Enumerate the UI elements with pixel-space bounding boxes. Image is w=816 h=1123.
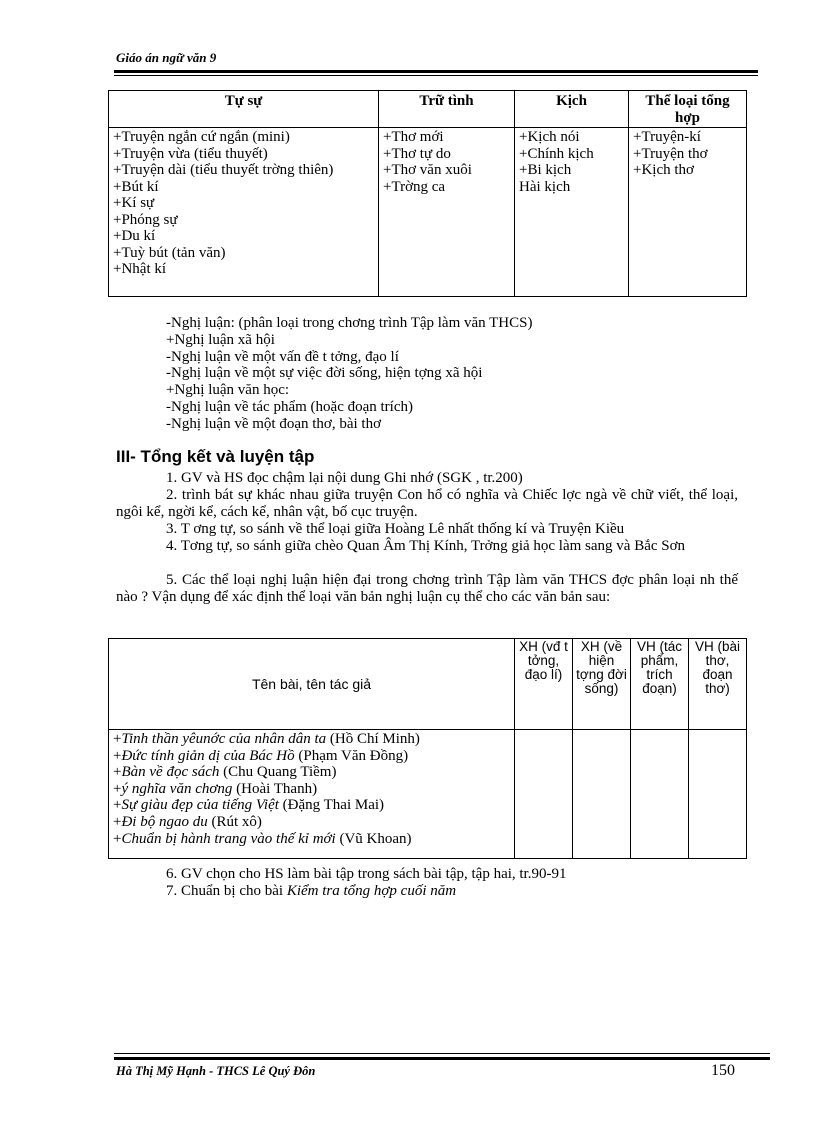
footer-author: Hà Thị Mỹ Hạnh - THCS Lê Quý Đôn <box>116 1064 316 1078</box>
argument-list <box>166 315 532 433</box>
list-item: +Truyện ngắn cứ ngắn (mini) <box>113 129 290 145</box>
section-item-3: 3. T ơng tự, so sánh về thể loại giữa Hoàng Lê nhất thống kí và Truyện Kiều <box>166 521 625 537</box>
list-item: +Truyện dài (tiểu thuyết trờng thiên) <box>113 162 334 178</box>
header-rule-thin <box>114 75 758 76</box>
essay-header-title: Tên bài, tên tác giả <box>109 639 515 730</box>
list-item: +Truyện-kí <box>633 129 701 145</box>
list-item: +Đi bộ ngao du (Rút xô) <box>113 813 262 830</box>
genre-header-lyric: Trữ tình <box>379 91 515 128</box>
footer-rule-thick <box>114 1057 770 1060</box>
closing-item-7: 7. Chuẩn bị cho bài Kiểm tra tổng hợp cuối năm <box>166 883 457 899</box>
list-item: +Nhật kí <box>113 261 167 277</box>
list-item: +Kí sự <box>113 195 155 211</box>
list-item: +Nghị luận văn học: <box>166 382 290 399</box>
essay-header-literary-poem: VH (bài thơ, đoạn thơ) <box>689 639 747 730</box>
genre-table-row <box>109 128 747 297</box>
list-item: +Tuỳ bút (tản văn) <box>113 244 226 261</box>
essay-table-header <box>109 639 747 730</box>
genre-table-header <box>109 91 747 128</box>
essay-cell-empty <box>573 730 631 859</box>
list-item: +Phóng sự <box>113 211 178 228</box>
genre-header-drama: Kịch <box>515 91 629 128</box>
genre-cell-drama <box>515 128 629 297</box>
section-item-5: 5. Các thể loại nghị luận hiện đại trong chơng trình Tập làm văn THCS đợc phân loại nh thế nào ? Vận dụng để xác định thể loại văn bản nghị luận cụ thể cho các văn bản sau: <box>116 572 738 605</box>
closing-item-6: 6. GV chọn cho HS làm bài tập trong sách bài tập, tập hai, tr.90-91 <box>166 866 567 882</box>
essay-list-cell <box>109 730 515 859</box>
essay-cell-empty <box>515 730 573 859</box>
essay-cell-empty <box>631 730 689 859</box>
genre-table <box>108 90 747 297</box>
list-item: +Kịch thơ <box>633 162 694 178</box>
essay-header-literary-work: VH (tác phẩm, trích đoạn) <box>631 639 689 730</box>
list-item: +Thơ tự do <box>383 145 451 162</box>
list-item: +Thơ mới <box>383 129 444 145</box>
genre-header-narrative: Tự sự <box>109 91 379 128</box>
essay-header-social-idea: XH (vđ t tởng, đạo lí) <box>515 639 573 730</box>
list-item: +Chính kịch <box>519 145 594 162</box>
essay-header-social-life: XH (về hiện tợng đời sống) <box>573 639 631 730</box>
list-item: Hài kịch <box>519 178 571 195</box>
essay-cell-empty <box>689 730 747 859</box>
list-item: -Nghị luận về một đoạn thơ, bài thơ <box>166 415 381 432</box>
list-item: +Trờng ca <box>383 178 446 195</box>
section-item-4: 4. Tơng tự, so sánh giữa chèo Quan Âm Thị Kính, Trởng giả học làm sang và Bắc Sơn <box>166 538 686 554</box>
genre-cell-narrative <box>109 128 379 297</box>
list-item: +Chuẩn bị hành trang vào thế kỉ mới (Vũ Khoan) <box>113 830 412 847</box>
genre-cell-mixed <box>629 128 747 297</box>
section-title: III- Tổng kết và luyện tập <box>116 447 315 466</box>
essay-table <box>108 638 747 859</box>
list-item: -Nghị luận về một sự việc đời sống, hiện tợng xã hội <box>166 365 483 382</box>
table-row <box>109 730 747 859</box>
genre-header-mixed: Thể loại tổng hợp <box>629 91 747 128</box>
list-item: +Truyện vừa (tiểu thuyết) <box>113 145 268 162</box>
list-item: +Sự giàu đẹp của tiếng Việt (Đặng Thai Mai) <box>113 797 385 814</box>
list-item: +Bút kí <box>113 178 159 195</box>
list-item: +Kịch nói <box>519 129 580 145</box>
list-item: -Nghị luận về tác phẩm (hoặc đoạn trích) <box>166 398 413 415</box>
list-item: +Bi kịch <box>519 162 572 178</box>
list-item: -Nghị luận: (phân loại trong chơng trình Tập làm văn THCS) <box>166 315 533 331</box>
page-number: 150 <box>711 1062 735 1079</box>
list-item: +Tinh thần yêunớc của nhân dân ta (Hồ Chí Minh) <box>113 731 420 747</box>
list-item: +Bàn về đọc sách (Chu Quang Tiềm) <box>113 764 337 781</box>
list-item: +Thơ văn xuôi <box>383 162 472 178</box>
list-item: +ý nghĩa văn chơng (Hoài Thanh) <box>113 780 318 797</box>
header-rule-thick <box>114 70 758 73</box>
footer-rule-thin <box>114 1053 770 1054</box>
header-title: Giáo án ngữ văn 9 <box>116 50 217 65</box>
list-item: +Nghị luận xã hội <box>166 331 275 348</box>
list-item: -Nghị luận về một vấn đề t tởng, đạo lí <box>166 348 399 365</box>
list-item: +Đức tính giản dị của Bác Hồ (Phạm Văn Đồng) <box>113 747 409 764</box>
list-item: +Truyện thơ <box>633 145 708 162</box>
section-item-2: 2. trình bát sự khác nhau giữa truyện Con hổ có nghĩa và Chiếc lợc ngà về chữ viết, thể loại, ngôi kể, ngời kể, cách kể, nhân vật, bố cục truyện. <box>116 487 738 520</box>
section-item-1: 1. GV và HS đọc chậm lại nội dung Ghi nhớ (SGK , tr.200) <box>166 470 523 486</box>
genre-cell-lyric <box>379 128 515 297</box>
list-item: +Du kí <box>113 228 156 244</box>
